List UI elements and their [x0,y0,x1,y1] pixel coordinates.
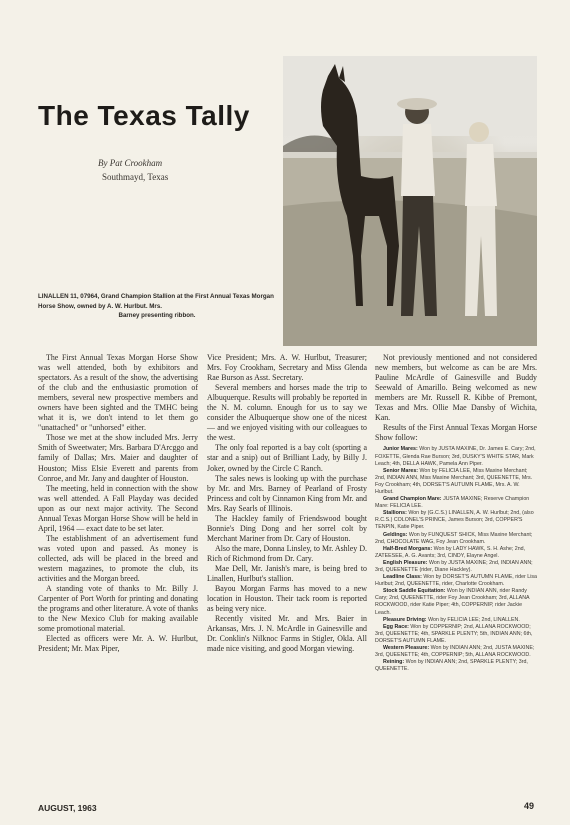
paragraph: Vice President; Mrs. A. W. Hurlbut, Treasurer; Mrs. Foy Crookham, Secretary and Miss Glenda Rae Burson as Asst. Secretary. [207,353,367,383]
result-class-label: Reining: [383,659,405,666]
result-class-label: Pleasure Driving: [383,616,427,623]
result-entry [375,617,537,624]
result-text: Won by JUSTA MAXINE; 2nd, INDIAN ANN; 3rd, QUEENETTE (rider, Diane Hackley). [375,559,533,574]
horse-photo-illustration [283,56,537,346]
article-column-2 [207,353,367,654]
result-entry [375,446,537,467]
result-text: JUSTA MAXINE; Reserve Champion Mare: FELICIA LEE. [375,496,530,510]
result-entry [375,468,537,496]
result-class-label: Egg Race: [383,623,409,630]
article-title: The Texas Tally [38,100,250,131]
paragraph: The Hackley family of Friendswood bought Bonnie's Ding Dong and her sorrel colt by Merchant Mariner from Dr. Cary of Houston. [207,513,367,543]
result-entry [375,510,537,531]
photo-caption-tail: Barney presenting ribbon. [118,312,196,319]
page-number: 49 [524,801,535,811]
result-class-label: Stock Saddle Equitation: [383,588,446,595]
result-entry [375,496,537,510]
result-class-label: Senior Mares: [383,467,419,474]
photo-caption-main: LINALLEN 11, 07964, Grand Champion Stallion at the First Annual Texas Morgan Horse Show, owned by A. W. Hurlbut. Mrs. [38,293,274,310]
result-class-label: Grand Champion Mare: [383,496,442,503]
article-column-3 [375,353,537,673]
result-text: Won by INDIAN ANN, rider Randy Cary; 2nd, QUEENETTE, rider Foy Jean Crookham; 3rd, ALLANA ROCKWOOD, rider Katie Piper; 4th, COPPERNIP, rider Jackie Leach. [375,588,530,616]
result-entry [375,532,537,546]
result-entry [375,645,537,659]
paragraph: Results of the First Annual Texas Morgan Horse Show follow: [375,423,537,443]
paragraph: Bayou Morgan Farms has moved to a new location in Houston. Their tack room is reported as being very nice. [207,584,367,614]
paragraph: The meeting, held in connection with the show was well attended. A Fall Playday was decided upon as our next major activity. The Second Annual Texas Morgan Horse Show will be held in April, 1964 — exact date to be set later. [38,483,198,533]
show-results-list [375,446,537,673]
result-class-label: Junior Mares: [383,446,418,453]
result-text: Won by (G.C.S.) LINALLEN, A. W. Hurlbut; 2nd, (also R.C.S.) COLONEL'S PRINCE, James Burson; 3rd, COPPER'S TENPIN, Katie Piper. [375,510,534,531]
result-class-label: English Pleasure: [383,559,428,566]
result-entry [375,560,537,574]
paragraph: Mae Dell, Mr. Janish's mare, is being bred to Linallen, Hurlbut's stallion. [207,563,367,584]
paragraph: The establishment of an advertisement fund was voted upon and passed. As money is collected, ads will be placed in the breed and western magazines, to promote the club, its activities and the Morgan breed. [38,533,198,584]
byline [98,156,168,184]
result-text: Won by FUNQUEST SHICK, Miss Maxine Merchant; 2nd, CHOCOLATE WAG, Foy Jean Crookham. [375,531,533,545]
paragraph: Elected as officers were Mr. A. W. Hurlbut, President; Mr. Max Piper, [38,634,198,654]
article-column-1 [38,353,198,654]
result-entry [375,588,537,616]
result-class-label: Stallions: [383,510,407,517]
issue-date: AUGUST, 1963 [38,803,97,813]
paragraph: Not previously mentioned and not considered new members, but welcome as can be are Mrs. Pauline McArdle of Gainesville and Buddy Seewald of Amarillo. Being welcomed as new members are Mr. Russell R. Kibbe of Premont, Texas and Mrs. Ollie Mae Dansby of Wichita, Kan. [375,353,537,423]
result-class-label: Western Pleasure: [383,645,430,652]
result-entry [375,624,537,645]
horse-photo [283,56,537,346]
result-text: Won by JUSTA MAXINE, Dr. James E. Cary; 2nd, FOXETTE, Glenda Rae Burson; 3rd, DUSKY'S WHITE STAR, Mark Leach; 4th, DELLA HAWK, Pamela Ann Piper. [375,446,536,467]
result-text: Won by FELICIA LEE, Miss Maxine Merchant; 2nd, INDIAN ANN, Miss Maxine Merchant; 3rd, QUEENETTE, Mrs. Foy Crookham; 4th, DORSET'S AUTUMN FLAME, Mrs. A. W. Hurlbut. [375,467,533,495]
byline-location: Southmayd, Texas [102,172,169,182]
result-text: Won by LADY HAWK, S. H. Ashe; 2nd, ZATEESEE, A. G. Avants; 3rd, CINDY, Elayne Angel. [375,545,526,559]
paragraph: Recently visited Mr. and Mrs. Baier in Arkansas, Mrs. J. N. McArdle in Gainesville and Dr. Conklin's Nilknoc Farms in Stigler, Okla. All made nice visiting, and good Morgan viewing. [207,614,367,654]
paragraph: Several members and horses made the trip to Albuquerque. Results will probably be reported in the N. M. column. Enough for us to say we consider the Albuquerque show one of the nicest — and we enjoyed visiting with our colleagues to the west. [207,383,367,443]
photo-caption [38,292,276,321]
result-text: Won by DORSET'S AUTUMN FLAME, rider Lisa Hurlbut; 2nd, QUEENETTE, rider, Charlotte Crookham. [375,574,537,588]
paragraph: Also the mare, Donna Linsley, to Mr. Ashley D. Rich of Richmond from Dr. Cary. [207,543,367,563]
result-entry [375,546,537,560]
result-text: Won by INDIAN ANN; 2nd, JUSTA MAXINE; 3rd, QUEENETTE; 4th, COPPERNIP; 5th, ALLANA ROCKWOOD. [375,645,535,659]
byline-author: By Pat Crookham [98,158,163,168]
result-entry [375,574,537,588]
result-class-label: Half-Bred Morgans: [383,545,433,552]
result-class-label: Leadline Class: [383,574,422,581]
result-text: Won by COPPERNIP; 2nd, ALLANA ROCKWOOD; 3rd, QUEENETTE; 4th, SPARKLE PLENTY; 5th, INDIAN ANN; 6th, DORSET'S AUTUMN FLAME. [375,623,533,644]
result-class-label: Geldings: [383,531,408,538]
paragraph: The First Annual Texas Morgan Horse Show was well attended, both by exhibitors and spectators. As a result of the show, the advertising of the club and the enthusiastic promotion of members, several new prospective members and owners have been sighted and the TMHC being what it is, we don't intend to let them go "unattached" or "unhorsed" either. [38,353,198,433]
paragraph: The sales news is looking up with the purchase by Mr. and Mrs. Barney of Pearland of Frosty Princess and colt by Cinnamon King from Mr. and Mrs. Ray Searls of Illinois. [207,473,367,513]
result-text: Won by INDIAN ANN; 2nd, SPARKLE PLENTY; 3rd, QUEENETTE. [375,659,528,673]
result-entry [375,659,537,673]
result-text: Won by FELICIA LEE; 2nd, LINALLEN. [428,616,520,623]
paragraph: The only foal reported is a bay colt (sporting a star and a snip) out of Brilliant Lady, by Billy J. Joker, owned by the Circle C Ranch. [207,443,367,473]
paragraph: Those we met at the show included Mrs. Jerry Smith of Sweetwater; Mrs. Barbara D'Arcggo and family of Dallas; Mrs. Maier and daughter of Houston; Miss Elsie Everett and parents from Conroe, and Mr. Jany and daughter of Houston. [38,433,198,483]
paragraph: A standing vote of thanks to Mr. Billy J. Carpenter of Port Worth for printing and donating the programs and other literature. A vote of thanks to the New Mexico Club for making available some promotional material. [38,584,198,634]
